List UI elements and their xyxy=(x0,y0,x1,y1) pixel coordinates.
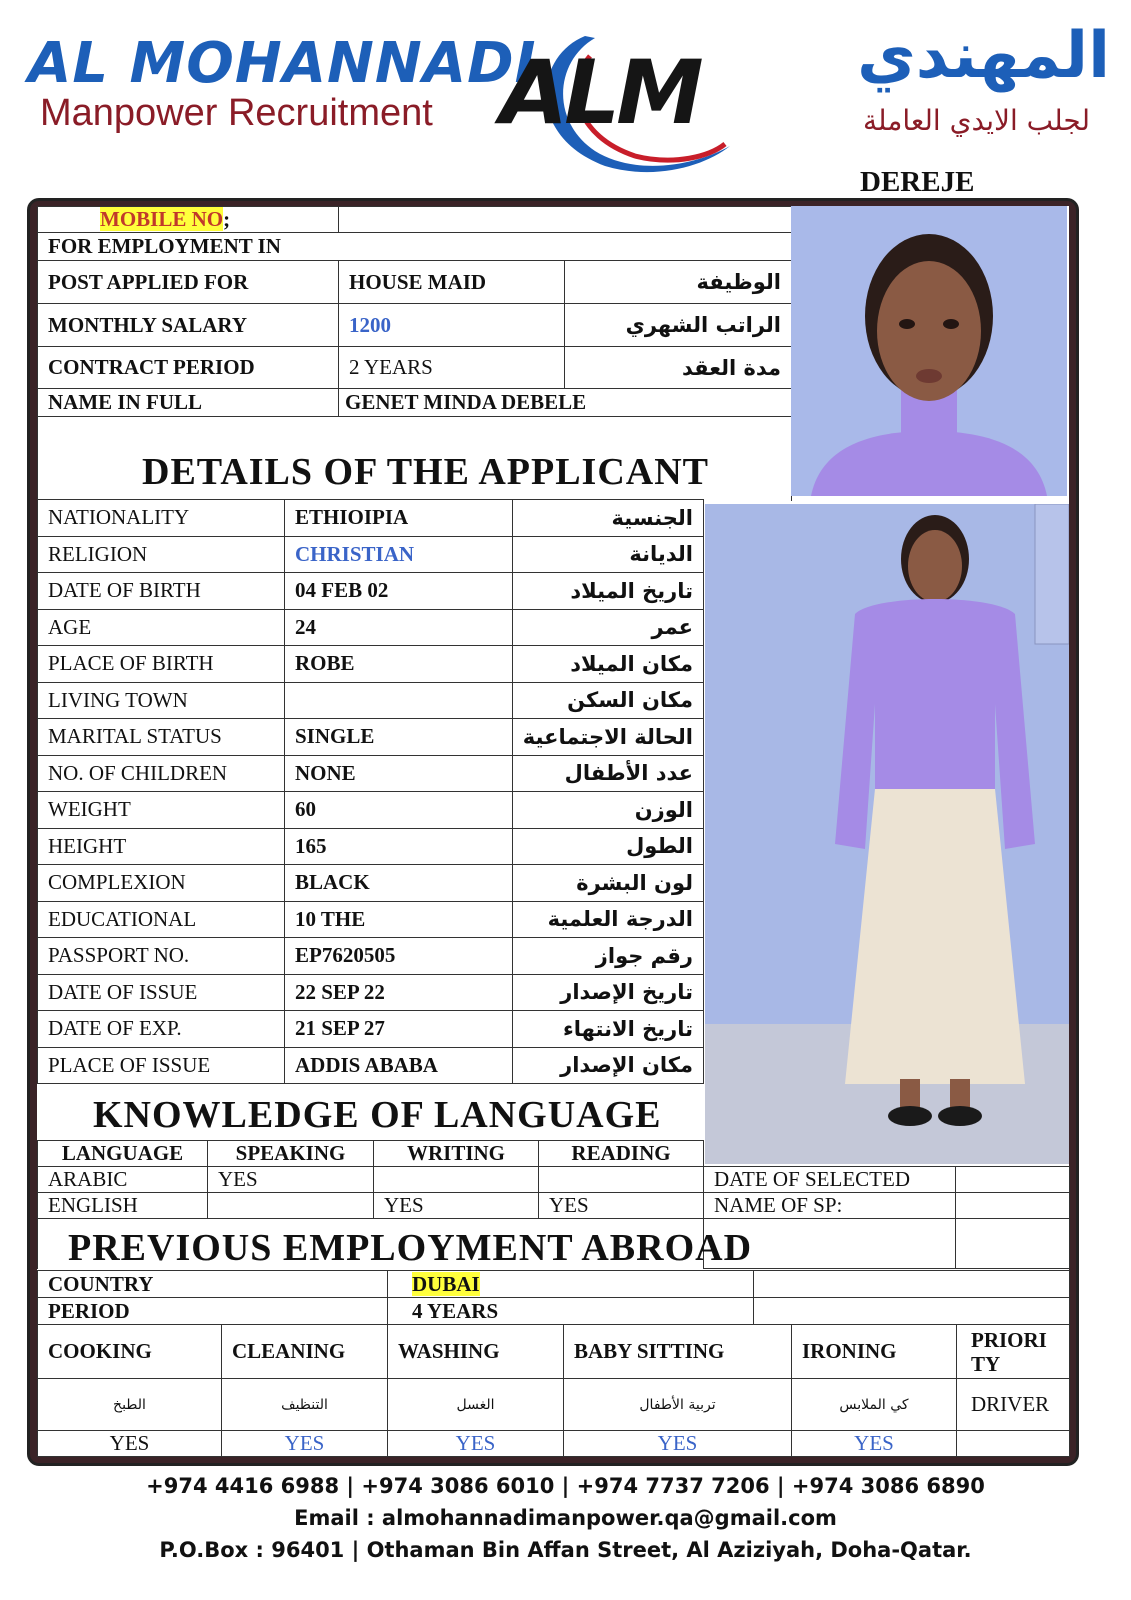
contract-label: CONTRACT PERIOD xyxy=(38,347,339,389)
detail-value: 165 xyxy=(285,828,513,865)
detail-label-arabic: مكان الإصدار xyxy=(513,1047,704,1084)
period-value: 4 YEARS xyxy=(388,1298,754,1325)
language-name: ARABIC xyxy=(38,1167,208,1193)
country-value: DUBAI xyxy=(412,1271,480,1296)
selection-table xyxy=(703,1166,1070,1269)
candidate-tag: DEREJE xyxy=(860,166,975,198)
detail-row xyxy=(38,828,704,865)
sponsor-name-value xyxy=(956,1193,1070,1219)
skill-value: YES xyxy=(564,1431,792,1457)
portrait-illustration xyxy=(791,206,1067,496)
detail-label: NO. OF CHILDREN xyxy=(38,755,285,792)
skill-arabic: كي الملابس xyxy=(792,1379,957,1431)
detail-row xyxy=(38,536,704,573)
language-row xyxy=(38,1193,704,1219)
detail-row xyxy=(38,1011,704,1048)
reading-value xyxy=(539,1167,704,1193)
salary-label: MONTHLY SALARY xyxy=(38,304,339,347)
name-value: GENET MINDA DEBELE xyxy=(339,389,792,417)
detail-label: WEIGHT xyxy=(38,792,285,829)
detail-row xyxy=(38,646,704,683)
skill-arabic: الغسل xyxy=(388,1379,564,1431)
detail-label: PLACE OF ISSUE xyxy=(38,1047,285,1084)
reading-value: YES xyxy=(539,1193,704,1219)
detail-label: NATIONALITY xyxy=(38,500,285,537)
detail-value: ADDIS ABABA xyxy=(285,1047,513,1084)
detail-value: SINGLE xyxy=(285,719,513,756)
country-value-cell xyxy=(388,1271,754,1298)
detail-row xyxy=(38,901,704,938)
detail-label: LIVING TOWN xyxy=(38,682,285,719)
details-table xyxy=(37,499,704,1084)
writing-header: WRITING xyxy=(374,1141,539,1167)
detail-row xyxy=(38,974,704,1011)
language-header: LANGUAGE xyxy=(38,1141,208,1167)
brand-name: AL MOHANNADI xyxy=(28,31,537,96)
detail-label-arabic: تاريخ الميلاد xyxy=(513,573,704,610)
period-blank xyxy=(754,1298,1070,1325)
footer-phones: +974 4416 6988 | +974 3086 6010 | +974 7737 7206 | +974 3086 6890 xyxy=(146,1474,985,1498)
skill-header: WASHING xyxy=(388,1325,564,1379)
speaking-header: SPEAKING xyxy=(208,1141,374,1167)
detail-label: DATE OF ISSUE xyxy=(38,974,285,1011)
detail-label-arabic: لون البشرة xyxy=(513,865,704,902)
previous-employment-title: PREVIOUS EMPLOYMENT ABROAD xyxy=(68,1227,753,1269)
priority-header-text: PRIORI TY xyxy=(971,1327,1047,1376)
priority-value: DRIVER xyxy=(957,1379,1070,1431)
brand-name-arabic: المهندي xyxy=(857,19,1110,93)
name-label: NAME IN FULL xyxy=(38,389,339,417)
detail-label-arabic: الطول xyxy=(513,828,704,865)
skill-arabic: تربية الأطفال xyxy=(564,1379,792,1431)
detail-row xyxy=(38,792,704,829)
detail-label-arabic: الديانة xyxy=(513,536,704,573)
detail-label: DATE OF BIRTH xyxy=(38,573,285,610)
detail-value: 21 SEP 27 xyxy=(285,1011,513,1048)
skill-value-blank xyxy=(957,1431,1070,1457)
detail-row xyxy=(38,719,704,756)
salary-value: 1200 xyxy=(339,304,565,347)
date-selected-value xyxy=(956,1167,1070,1193)
mobile-value xyxy=(339,207,792,233)
skill-header: CLEANING xyxy=(222,1325,388,1379)
detail-label: AGE xyxy=(38,609,285,646)
skill-value: YES xyxy=(792,1431,957,1457)
detail-label: COMPLEXION xyxy=(38,865,285,902)
detail-value xyxy=(285,682,513,719)
detail-value: 04 FEB 02 xyxy=(285,573,513,610)
speaking-value: YES xyxy=(208,1167,374,1193)
detail-value: 22 SEP 22 xyxy=(285,974,513,1011)
skill-header: BABY SITTING xyxy=(564,1325,792,1379)
country-label: COUNTRY xyxy=(38,1271,388,1298)
detail-label-arabic: رقم جواز xyxy=(513,938,704,975)
detail-value: NONE xyxy=(285,755,513,792)
skill-value: YES xyxy=(388,1431,564,1457)
detail-value: EP7620505 xyxy=(285,938,513,975)
contract-label-arabic: مدة العقد xyxy=(565,347,792,389)
post-label: POST APPLIED FOR xyxy=(38,261,339,304)
post-label-arabic: الوظيفة xyxy=(565,261,792,304)
speaking-value xyxy=(208,1193,374,1219)
detail-value: ETHIOIPIA xyxy=(285,500,513,537)
writing-value: YES xyxy=(374,1193,539,1219)
detail-value: 24 xyxy=(285,609,513,646)
sponsor-name-label: NAME OF SP: xyxy=(704,1193,956,1219)
employment-label: FOR EMPLOYMENT IN xyxy=(38,233,792,261)
applicant-portrait-photo xyxy=(791,206,1067,496)
detail-label: DATE OF EXP. xyxy=(38,1011,285,1048)
skills-table xyxy=(37,1324,1070,1457)
skill-arabic: التنظيف xyxy=(222,1379,388,1431)
post-value: HOUSE MAID xyxy=(339,261,565,304)
detail-row xyxy=(38,1047,704,1084)
detail-label: RELIGION xyxy=(38,536,285,573)
footer-email: Email : almohannadimanpower.qa@gmail.com xyxy=(294,1506,837,1530)
detail-value: 60 xyxy=(285,792,513,829)
detail-label-arabic: الدرجة العلمية xyxy=(513,901,704,938)
previous-employment-table xyxy=(37,1270,1070,1325)
mobile-label: MOBILE NO xyxy=(100,207,224,231)
reading-header: READING xyxy=(539,1141,704,1167)
detail-value: 10 THE xyxy=(285,901,513,938)
salary-label-arabic: الراتب الشهري xyxy=(565,304,792,347)
detail-row xyxy=(38,682,704,719)
detail-label-arabic: مكان السكن xyxy=(513,682,704,719)
writing-value xyxy=(374,1167,539,1193)
detail-row xyxy=(38,500,704,537)
brand-subtitle-arabic: لجلب الايدي العاملة xyxy=(863,104,1090,137)
language-name: ENGLISH xyxy=(38,1193,208,1219)
detail-label-arabic: تاريخ الإصدار xyxy=(513,974,704,1011)
detail-label-arabic: الوزن xyxy=(513,792,704,829)
detail-label: EDUCATIONAL xyxy=(38,901,285,938)
detail-label: MARITAL STATUS xyxy=(38,719,285,756)
logo-mark: ALM xyxy=(500,41,700,144)
detail-label-arabic: مكان الميلاد xyxy=(513,646,704,683)
detail-row xyxy=(38,938,704,975)
detail-row xyxy=(38,573,704,610)
brand-subtitle: Manpower Recruitment xyxy=(40,92,433,134)
country-blank xyxy=(754,1271,1070,1298)
detail-label: PASSPORT NO. xyxy=(38,938,285,975)
skill-header: IRONING xyxy=(792,1325,957,1379)
skill-header: COOKING xyxy=(38,1325,222,1379)
detail-row xyxy=(38,865,704,902)
detail-label-arabic: تاريخ الانتهاء xyxy=(513,1011,704,1048)
details-title: DETAILS OF THE APPLICANT xyxy=(142,451,710,493)
detail-value: BLACK xyxy=(285,865,513,902)
selection-blank-2 xyxy=(956,1219,1070,1269)
contract-value: 2 YEARS xyxy=(339,347,565,389)
detail-label-arabic: عمر xyxy=(513,609,704,646)
detail-value: ROBE xyxy=(285,646,513,683)
period-label: PERIOD xyxy=(38,1298,388,1325)
detail-row xyxy=(38,755,704,792)
skill-value: YES xyxy=(222,1431,388,1457)
skill-arabic: الطبخ xyxy=(38,1379,222,1431)
skill-value: YES xyxy=(38,1431,222,1457)
detail-label-arabic: الجنسية xyxy=(513,500,704,537)
date-selected-label: DATE OF SELECTED xyxy=(704,1167,956,1193)
mobile-cell xyxy=(38,207,339,233)
detail-value: CHRISTIAN xyxy=(285,536,513,573)
detail-label-arabic: عدد الأطفال xyxy=(513,755,704,792)
language-row xyxy=(38,1167,704,1193)
mobile-suffix: ; xyxy=(223,207,231,231)
detail-label-arabic: الحالة الاجتماعية xyxy=(513,719,704,756)
detail-label: PLACE OF BIRTH xyxy=(38,646,285,683)
full-body-illustration xyxy=(705,504,1069,1164)
applicant-full-body-photo xyxy=(705,504,1069,1164)
detail-row xyxy=(38,609,704,646)
priority-header xyxy=(957,1325,1070,1379)
footer-address: P.O.Box : 96401 | Othaman Bin Affan Street, Al Aziziyah, Doha-Qatar. xyxy=(159,1538,972,1562)
language-title: KNOWLEDGE OF LANGUAGE xyxy=(93,1094,662,1136)
detail-label: HEIGHT xyxy=(38,828,285,865)
